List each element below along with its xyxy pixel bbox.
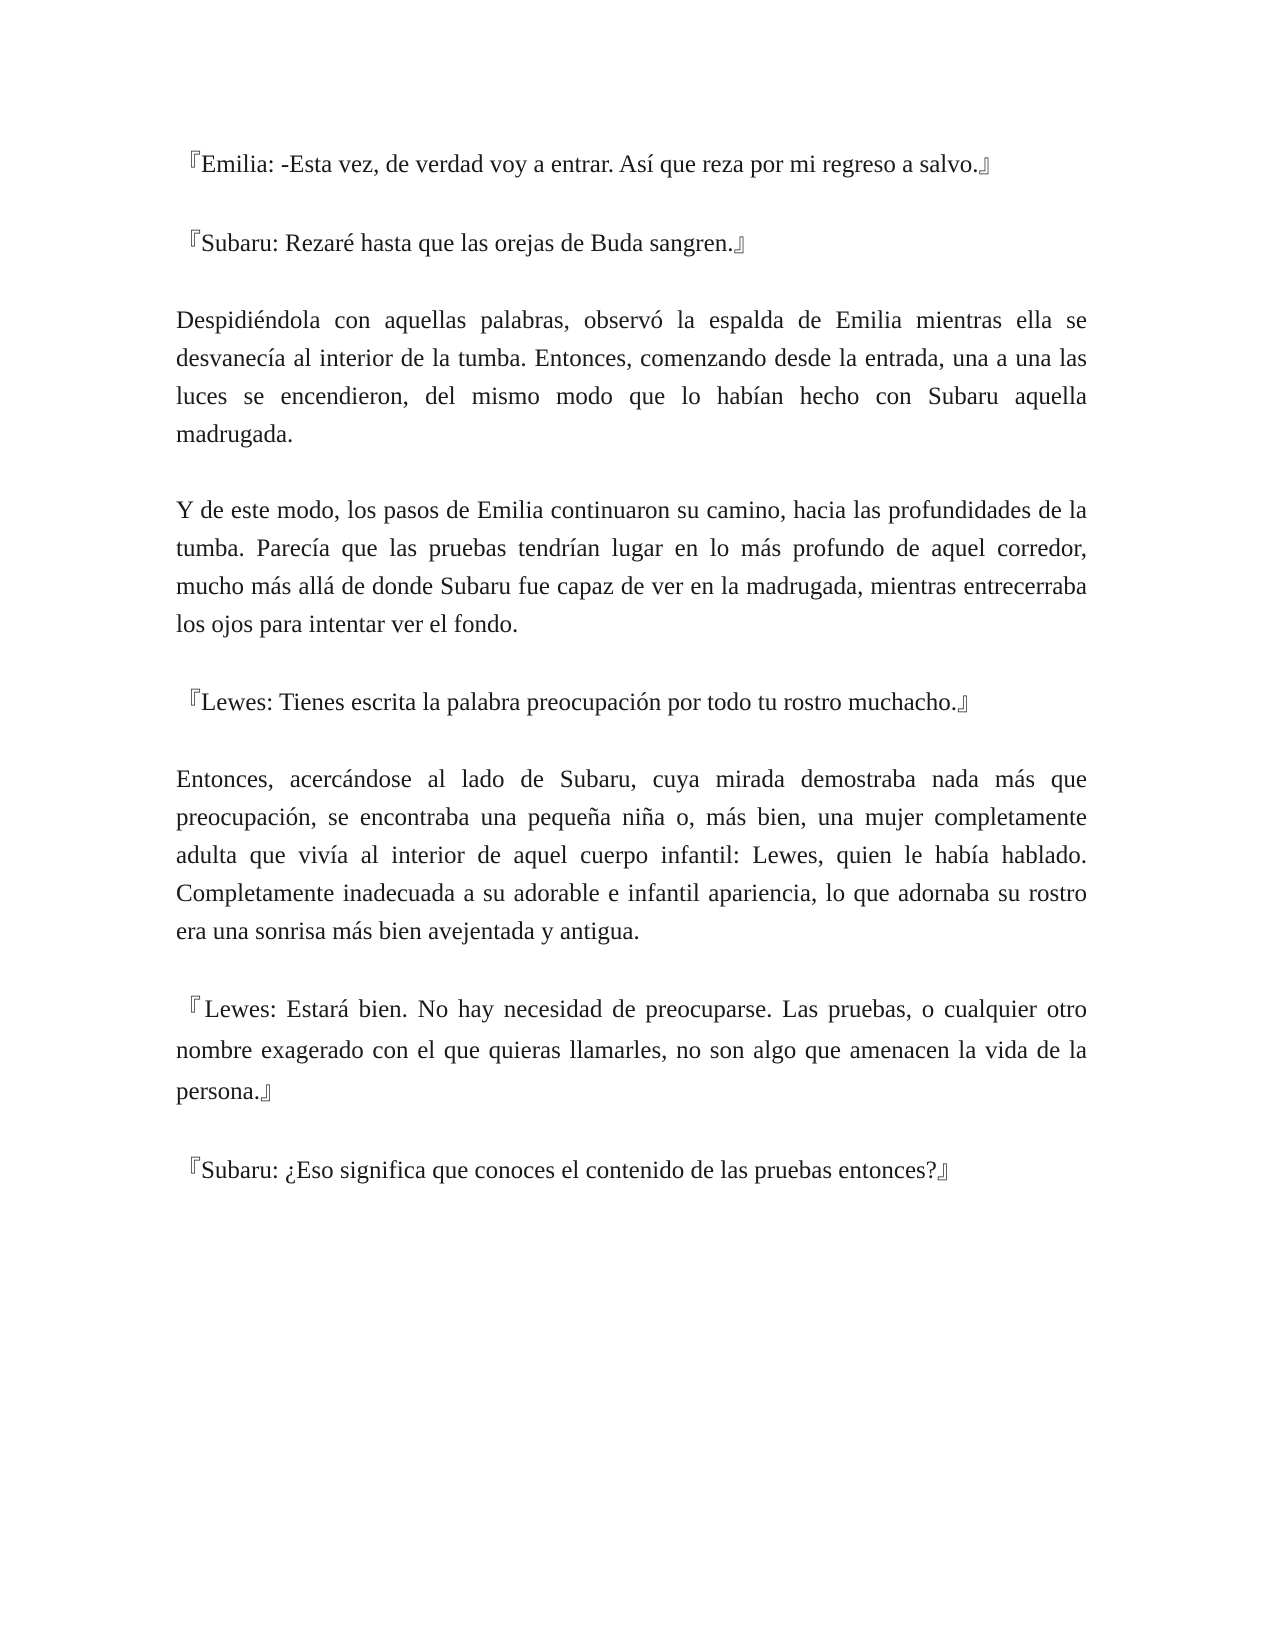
dialogue-lewes-2: 『Lewes: Estará bien. No hay necesidad de preocuparse. Las pruebas, o cualquier otro nombre exagerado con el que quieras llamarles, no son algo que amenacen la vida de la persona.』 [176, 996, 1087, 1105]
narration-paragraph-2: Y de este modo, los pasos de Emilia continuaron su camino, hacia las profundidades de la tumba. Parecía que las pruebas tendrían lugar en lo más profundo de aquel corredor, mucho más allá de donde Subaru fue capaz de ver en la madrugada, mientras entrecerraba los ojos para intentar ver el fondo. [176, 497, 1087, 638]
narration-paragraph-1: Despidiéndola con aquellas palabras, observó la espalda de Emilia mientras ella se desvanecía al interior de la tumba. Entonces, comenzando desde la entrada, una a una las luces se encendieron, del mismo modo que lo habían hecho con Subaru aquella madrugada. [176, 307, 1087, 448]
document-page [176, 144, 1087, 1229]
dialogue-emilia-1: 『Emilia: -Esta vez, de verdad voy a entrar. Así que reza por mi regreso a salvo.』 [176, 151, 1004, 178]
dialogue-lewes-1: 『Lewes: Tienes escrita la palabra preocupación por todo tu rostro muchacho.』 [176, 689, 983, 716]
dialogue-subaru-2: 『Subaru: ¿Eso significa que conoces el contenido de las pruebas entonces?』 [176, 1157, 962, 1184]
dialogue-subaru-1: 『Subaru: Rezaré hasta que las orejas de Buda sangren.』 [176, 230, 759, 257]
narration-paragraph-3: Entonces, acercándose al lado de Subaru, cuya mirada demostraba nada más que preocupación, se encontraba una pequeña niña o, más bien, una mujer completamente adulta que vivía al interior de aquel cuerpo infantil: Lewes, quien le había hablado. Completamente inadecuada a su adorable e infantil apariencia, lo que adornaba su rostro era una sonrisa más bien avejentada y antigua. [176, 766, 1087, 945]
